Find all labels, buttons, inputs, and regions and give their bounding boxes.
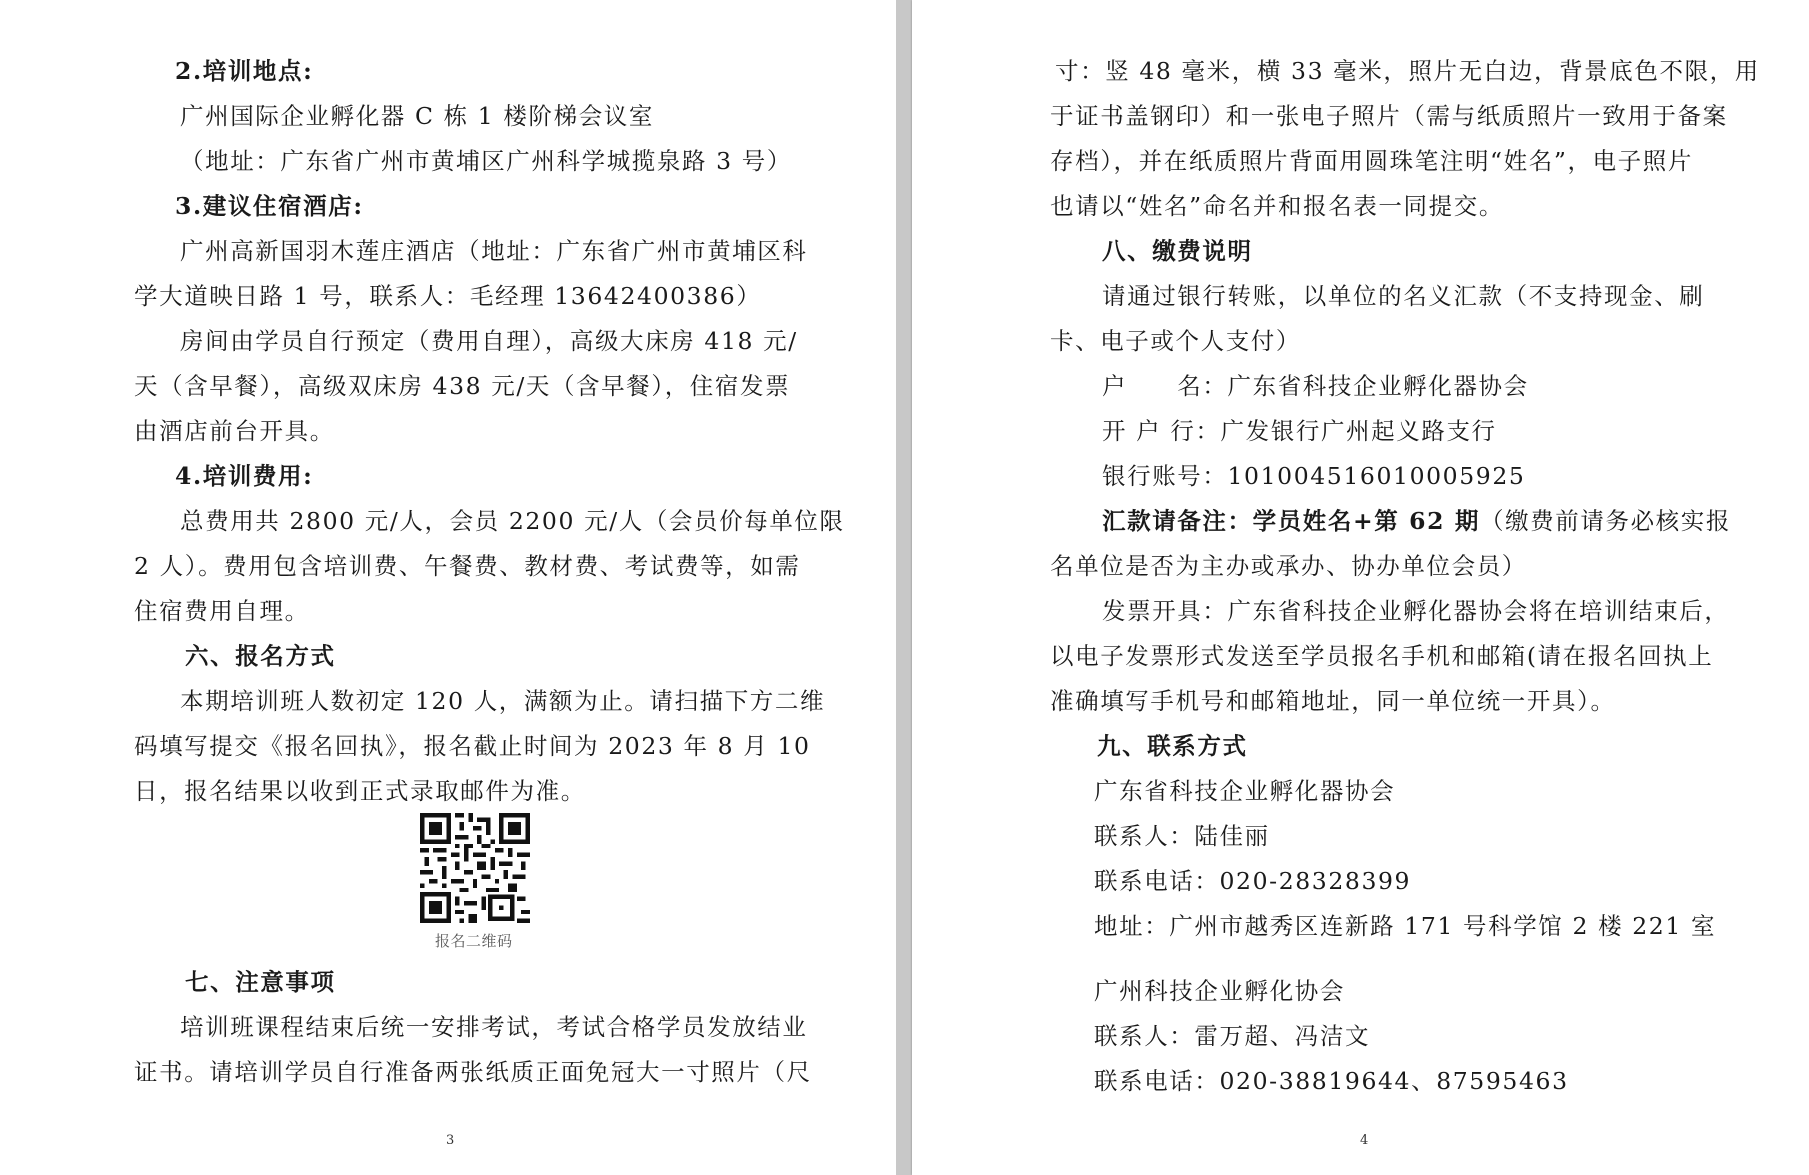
contact-person-1: 联系人：陆佳丽 — [1094, 822, 1270, 850]
contact-org-1: 广东省科技企业孵化器协会 — [1094, 777, 1396, 805]
text-line: 请通过银行转账，以单位的名义汇款（不支持现金、刷 — [1102, 282, 1705, 310]
remittance-note-bold: 汇款请备注：学员姓名+第 62 期 — [1102, 507, 1480, 535]
contact-address-1: 地址：广州市越秀区连新路 171 号科学馆 2 楼 221 室 — [1094, 912, 1717, 940]
text-line: 住宿费用自理。 — [134, 597, 310, 625]
heading-hotel: 3.建议住宿酒店: — [175, 192, 364, 220]
text-line: 房间由学员自行预定（费用自理），高级大床房 418 元/ — [180, 327, 798, 355]
text-line: 广州高新国羽木莲庄酒店（地址：广东省广州市黄埔区科 — [180, 237, 808, 265]
text-line: 学大道映日路 1 号，联系人：毛经理 13642400386） — [134, 282, 762, 310]
account-number: 银行账号：101004516010005925 — [1102, 462, 1526, 490]
text-line: 日，报名结果以收到正式录取邮件为准。 — [134, 777, 586, 805]
heading-contact: 九、联系方式 — [1097, 732, 1248, 760]
contact-person-2: 联系人：雷万超、冯洁文 — [1094, 1022, 1371, 1050]
page-3 — [0, 0, 896, 1175]
heading-fees: 4.培训费用: — [175, 462, 314, 490]
qr-caption: 报名二维码 — [435, 932, 513, 950]
text-line: 也请以“姓名”命名并和报名表一同提交。 — [1050, 192, 1504, 220]
text-line: 本期培训班人数初定 120 人，满额为止。请扫描下方二维 — [180, 687, 826, 715]
contact-phone-2: 联系电话：020-38819644、87595463 — [1094, 1067, 1569, 1095]
page-gutter — [896, 0, 912, 1175]
heading-notes: 七、注意事项 — [185, 968, 336, 996]
text-line: 于证书盖钢印）和一张电子照片（需与纸质照片一致用于备案 — [1050, 102, 1728, 130]
text-line: 2 人）。费用包含培训费、午餐费、教材费、考试费等，如需 — [134, 552, 801, 580]
remittance-note-rest: （缴费前请务必核实报 — [1479, 507, 1731, 535]
text-line: 卡、电子或个人支付） — [1050, 327, 1301, 355]
heading-payment: 八、缴费说明 — [1102, 237, 1253, 265]
heading-training-location: 2.培训地点: — [175, 57, 314, 85]
text-line: 总费用共 2800 元/人，会员 2200 元/人（会员价每单位限 — [180, 507, 845, 535]
page-number: 3 — [446, 1133, 455, 1148]
text-line: 天（含早餐），高级双床房 438 元/天（含早餐），住宿发票 — [134, 372, 791, 400]
text-line: 以电子发票形式发送至学员报名手机和邮箱(请在报名回执上 — [1050, 642, 1714, 670]
text-line: 由酒店前台开具。 — [134, 417, 335, 445]
text-line: 准确填写手机号和邮箱地址，同一单位统一开具）。 — [1050, 687, 1616, 715]
text-line: 广州国际企业孵化器 C 栋 1 楼阶梯会议室 — [180, 102, 655, 130]
text-line: 发票开具：广东省科技企业孵化器协会将在培训结束后， — [1102, 597, 1730, 625]
registration-qr-code[interactable] — [420, 813, 530, 923]
text-line: 码填写提交《报名回执》，报名截止时间为 2023 年 8 月 10 — [134, 732, 811, 760]
text-line: 证书。请培训学员自行准备两张纸质正面免冠大一寸照片（尺 — [134, 1058, 812, 1086]
page-number: 4 — [1360, 1133, 1369, 1148]
page-4 — [912, 0, 1809, 1175]
text-line: 培训班课程结束后统一安排考试，考试合格学员发放结业 — [180, 1013, 808, 1041]
text-line: 名单位是否为主办或承办、协办单位会员） — [1050, 552, 1527, 580]
contact-phone-1: 联系电话：020-28328399 — [1094, 867, 1412, 895]
text-line: 存档），并在纸质照片背面用圆珠笔注明“姓名”，电子照片 — [1050, 147, 1693, 175]
contact-org-2: 广州科技企业孵化协会 — [1094, 977, 1345, 1005]
heading-registration: 六、报名方式 — [185, 642, 336, 670]
bank-name: 开 户 行：广发银行广州起义路支行 — [1102, 417, 1497, 445]
remittance-note — [1102, 506, 1731, 536]
text-line: （地址：广东省广州市黄埔区广州科学城揽泉路 3 号） — [180, 147, 792, 175]
account-name: 户 名：广东省科技企业孵化器协会 — [1102, 372, 1529, 400]
text-line: 寸：竖 48 毫米，横 33 毫米，照片无白边，背景底色不限，用 — [1055, 57, 1760, 85]
